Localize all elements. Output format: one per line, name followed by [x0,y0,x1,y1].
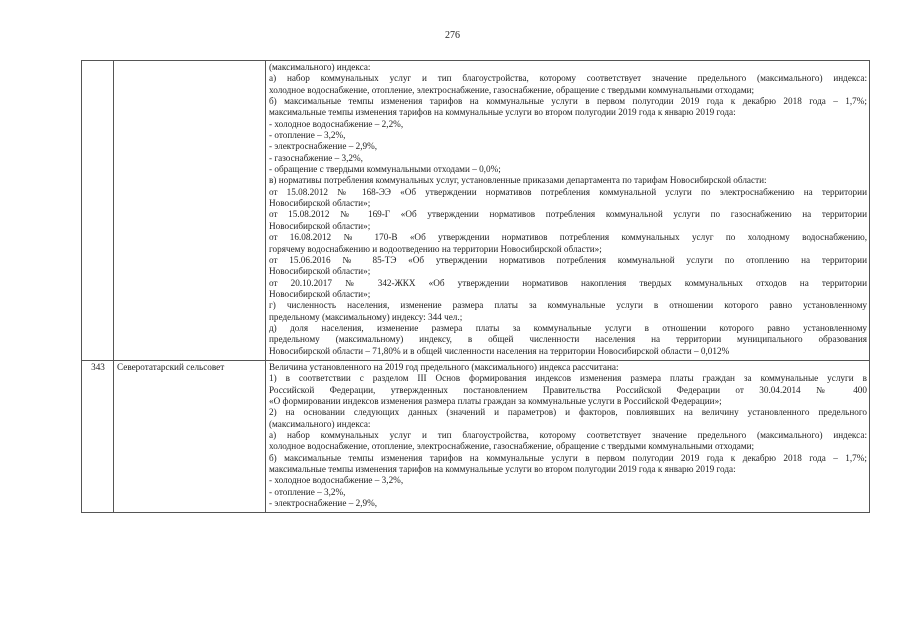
text-line: - холодное водоснабжение – 3,2%, [269,475,404,486]
text-line: в) нормативы потребления коммунальных услуг, установленные приказами департамента по тарифам Новосибирской области: [269,175,767,186]
text-line: (максимального) индекса: [269,62,371,72]
text-line: горячему водоснабжению и водоотведению на территории Новосибирской области»; [269,243,602,254]
text-line: - отопление – 3,2%, [269,486,346,497]
text-line: Новосибирской области»; [269,198,371,209]
text-line: - газоснабжение – 3,2%, [269,152,363,163]
text-line: а) набор коммунальных услуг и тип благоустройства, которому соответствует значение предельного (максимального) индекса: [269,73,867,84]
text-line: максимальные темпы изменения тарифов на коммунальные услуги во втором полугодии 2019 года к январю 2019 года: [269,464,736,475]
text-line: от 15.08.2012 № 169-Г «Об утверждении нормативов потребления коммунальной услуги по газоснабжению на территории [269,209,867,220]
text-line: холодное водоснабжение, отопление, электроснабжение, газоснабжение, обращение с твердыми коммунальными отходами; [269,84,755,95]
text-line: от 15.06.2016 № 85-ТЭ «Об утверждении нормативов потребления коммунальной услуги по отоплению на территории [269,254,867,265]
text-line: б) максимальные темпы изменения тарифов на коммунальные услуги в первом полугодии 2019 года к декабрю 2018 года – 1,7%; [269,96,867,107]
text-line: от 20.10.2017 № 342-ЖКХ «Об утверждении нормативов накопления твердых коммунальных отходов на территории [269,277,867,288]
description-cell [266,61,870,361]
description-cell [266,360,870,512]
municipality-name-cell: Северотатарский сельсовет [114,360,266,512]
text-line: 2) на основании следующих данных (значений и параметров) и факторов, повлиявших на величину установленного предельного [269,407,867,418]
text-line: Новосибирской области»; [269,266,371,277]
text-line: (максимального) индекса: [269,418,371,429]
text-line: Новосибирской области – 71,80% и в общей численности населения на территории Новосибирской области – 0,012% [269,345,730,356]
text-line: от 15.08.2012 № 168-ЭЭ «Об утверждении нормативов потребления коммунальной услуги по электроснабжению на территории [269,186,867,197]
municipality-name-cell [114,61,266,361]
text-line: Российской Федерации, утвержденных постановлением Правительства Российской Федерации от 30.04.2014 № 400 [269,384,867,395]
table-row [82,61,870,361]
text-line: «О формировании индексов изменения размера платы граждан за коммунальные услуги в Российской Федерации»; [269,395,722,406]
text-line: - электроснабжение – 2,9%, [269,498,378,509]
text-line: - холодное водоснабжение – 2,2%, [269,118,404,129]
text-line: - электроснабжение – 2,9%, [269,141,378,152]
text-line: Новосибирской области»; [269,220,371,231]
text-line: б) максимальные темпы изменения тарифов на коммунальные услуги в первом полугодии 2019 года к декабрю 2018 года – 1,7%; [269,452,867,463]
table-row [82,360,870,512]
text-line: - обращение с твердыми коммунальными отходами – 0,0%; [269,164,501,175]
row-number-cell: 343 [82,360,114,512]
text-line: предельному (максимальному) индексу: 344 чел.; [269,311,463,322]
text-line: д) доля населения, изменение размера платы за коммунальные услуги в отношении которого равно установленному [269,322,867,333]
row-number-cell [82,61,114,361]
text-line: Величина установленного на 2019 год предельного (максимального) индекса рассчитана: [269,361,619,372]
text-line: - отопление – 3,2%, [269,130,346,141]
text-line: г) численность населения, изменение размера платы за коммунальные услуги в отношении которого равно установленному [269,300,867,311]
text-line: а) набор коммунальных услуг и тип благоустройства, которому соответствует значение предельного (максимального) индекса: [269,430,867,440]
text-line: предельному (максимальному) индексу, в общей численности населения на территории муниципального образования [269,334,867,345]
text-line: от 16.08.2012 № 170-В «Об утверждении нормативов потребления коммунальных услуг по холодному водоснабжению, [269,232,867,243]
text-line: 1) в соответствии с разделом III Основ формирования индексов изменения размера платы граждан за коммунальные услуги в [269,373,867,384]
text-line: максимальные темпы изменения тарифов на коммунальные услуги во втором полугодии 2019 года к январю 2019 года: [269,107,736,118]
text-line: холодное водоснабжение, отопление, электроснабжение, газоснабжение, обращение с твердыми коммунальными отходами; [269,441,755,452]
page-number: 276 [445,30,460,41]
document-table [81,60,870,513]
text-line: Новосибирской области»; [269,288,371,299]
